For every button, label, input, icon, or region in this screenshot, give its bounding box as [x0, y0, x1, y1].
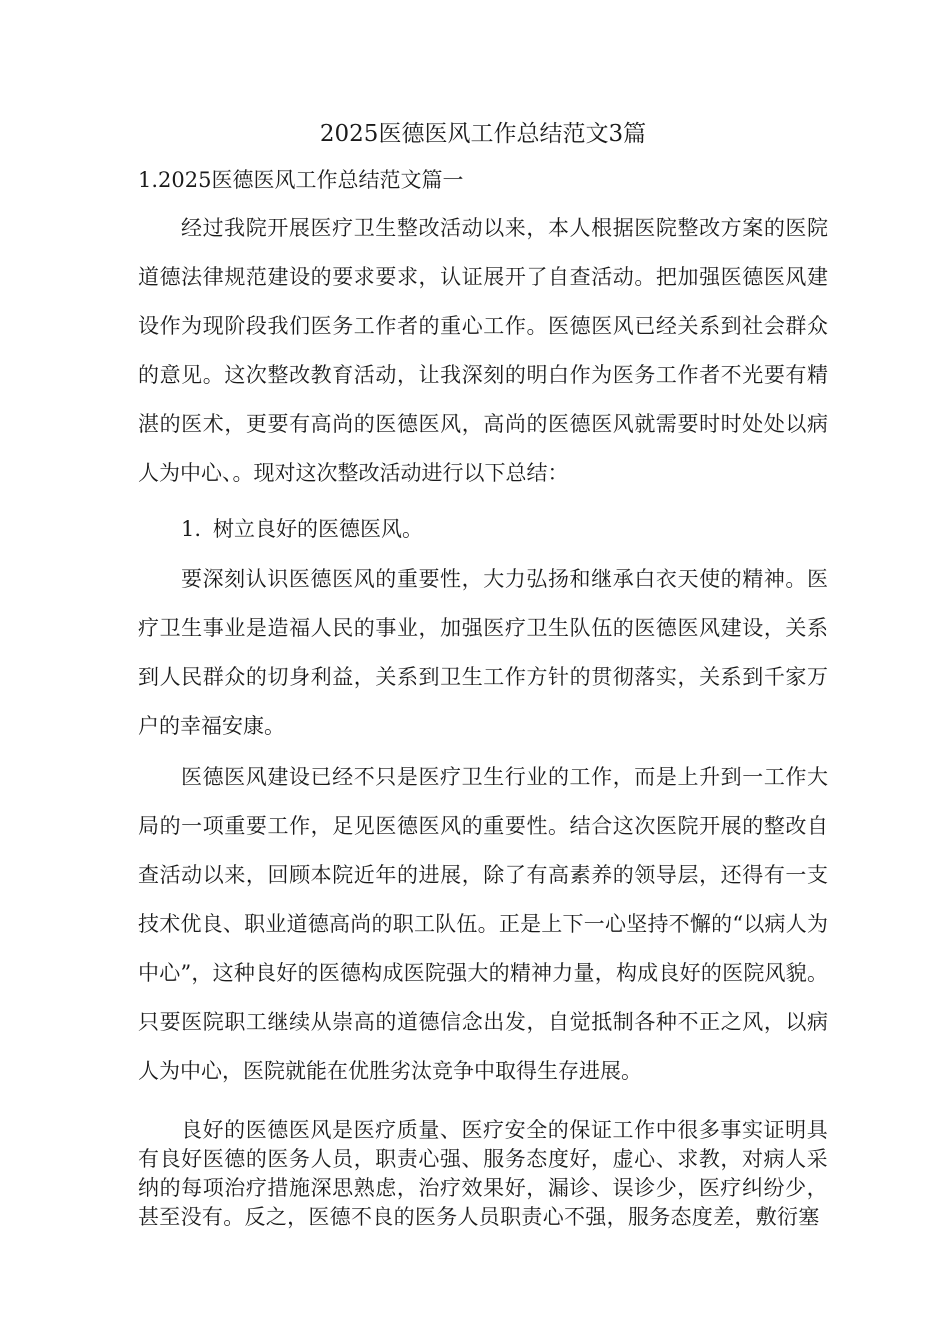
document-title: 2025医德医风工作总结范文3篇	[319, 121, 647, 147]
paragraph-quality: 良好的医德医风是医疗质量、医疗安全的保证工作中很多事实证明具有良好医德的医务人员，职责心强、服务态度好，虚心、求教，对病人采纳的每项治疗措施深思熟虑，治疗效果好，漏诊、误诊少，医疗纠纷少，甚至没有。反之，医德不良的医务人员职责心不强，服务态度差，敷衍塞	[138, 1118, 828, 1229]
section-heading: 1.2025医德医风工作总结范文篇一	[138, 168, 464, 192]
list-item	[138, 505, 828, 554]
paragraph-intro: 经过我院开展医疗卫生整改活动以来，本人根据医院整改方案的医院道德法律规范建设的要求要求，认证展开了自查活动。把加强医德医风建设作为现阶段我们医务工作者的重心工作。医德医风已经关系到社会群众的意见。这次整改教育活动，让我深刻的明白作为医务工作者不光要有精湛的医术，更要有高尚的医德医风，高尚的医德医风就需要时时处处以病人为中心、。现对这次整改活动进行以下总结：	[138, 216, 828, 485]
list-item-text: 树立良好的医德医风。	[213, 517, 423, 541]
paragraph-construction: 医德医风建设已经不只是医疗卫生行业的工作，而是上升到一工作大局的一项重要工作，足见医德医风的重要性。结合这次医院开展的整改自查活动以来，回顾本院近年的进展，除了有高素养的领导层，还得有一支技术优良、职业道德高尚的职工队伍。正是上下一心坚持不懈的“以病人为中心”，这种良好的医德构成医院强大的精神力量，构成良好的医院风貌。只要医院职工继续从崇高的道德信念出发，自觉抵制各种不正之风，以病人为中心，医院就能在优胜劣汰竞争中取得生存进展。	[138, 765, 828, 1083]
paragraph-importance: 要深刻认识医德医风的重要性，大力弘扬和继承白衣天使的精神。医疗卫生事业是造福人民的事业，加强医疗卫生队伍的医德医风建设，关系到人民群众的切身利益，关系到卫生工作方针的贯彻落实，关系到千家万户的幸福安康。	[138, 567, 828, 738]
list-item-number: 1.	[181, 517, 202, 541]
